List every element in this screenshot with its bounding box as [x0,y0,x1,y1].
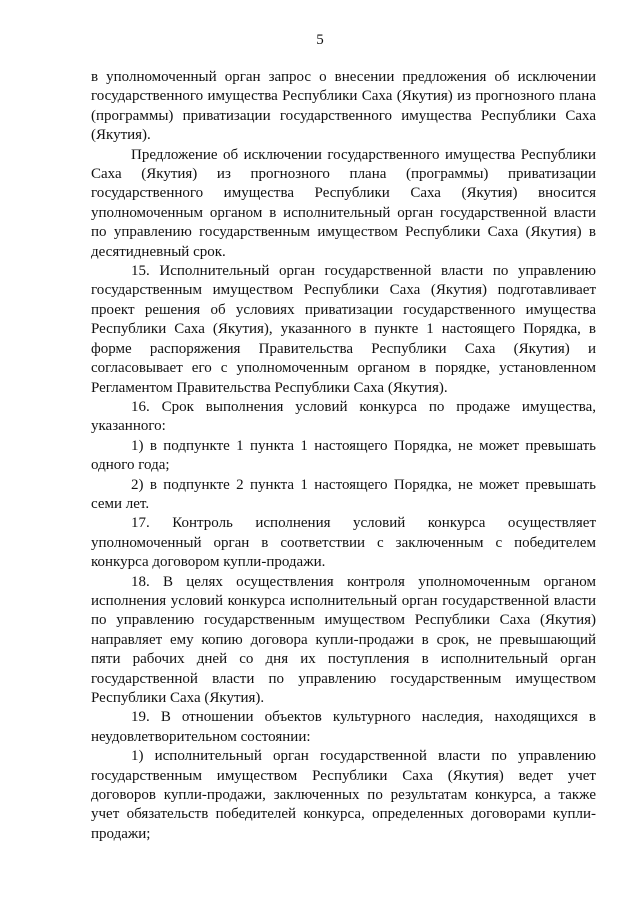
paragraph-clause-19: 19. В отношении объектов культурного наследия, находящихся в неудовлетворительном состоянии: [91,709,596,745]
page-number: 5 [316,32,324,48]
paragraph-clause-19-item-1: 1) исполнительный орган государственной власти по управлению государственным имуществом Республики Саха (Якутия) ведет учет договоров купли-продажи, заключенных по результатам конкурса, а также учет обязательств победителей конкурса, определенных договорами купли-продажи; [91,748,596,842]
paragraph-clause-15: 15. Исполнительный орган государственной власти по управлению государственным имуществом Республики Саха (Якутия) подготавливает проект решения об условиях приватизации государственного имущества Республики Саха (Якутия), указанного в пункте 1 настоящего Порядка, в форме распоряжения Правительства Республики Саха (Якутия) и согласовывает его с уполномоченным органом в порядке, установленном Регламентом Правительства Республики Саха (Якутия). [91,263,596,396]
paragraph-clause-16-item-1: 1) в подпункте 1 пункта 1 настоящего Порядка, не может превышать одного года; [91,437,596,474]
paragraph-continuation: в уполномоченный орган запрос о внесении предложения об исключении государственного имущества Республики Саха (Якутия) из прогнозного плана (программы) приватизации государственного имущества Республики Саха (Якутия). [91,69,596,144]
paragraph-clause-16: 16. Срок выполнения условий конкурса по продаже имущества, указанного: [91,398,596,435]
paragraph-exclusion-proposal: Предложение об исключении государственного имущества Республики Саха (Якутия) из прогнозного плана (программы) приватизации государственного имущества Республики Саха (Якутия) вносится уполномоченным органом в исполнительный орган государственной власти по управлению государственным имуществом Республики Саха (Якутия) в десятидневный срок. [91,146,596,260]
document-body [91,68,596,844]
paragraph-clause-16-item-2: 2) в подпункте 2 пункта 1 настоящего Порядка, не может превышать семи лет. [91,476,596,512]
paragraph-clause-18: 18. В целях осуществления контроля уполномоченным органом исполнения условий конкурса исполнительный орган государственной власти по управлению государственным имуществом Республики Саха (Якутия) направляет ему копию договора купли-продажи в срок, не превышающий пяти рабочих дней со дня их поступления в исполнительный орган государственной власти по управлению государственным имуществом Республики Саха (Якутия). [91,573,596,706]
paragraph-clause-17: 17. Контроль исполнения условий конкурса осуществляет уполномоченный орган в соответствии с заключенным с победителем конкурса договором купли-продажи. [91,515,596,571]
